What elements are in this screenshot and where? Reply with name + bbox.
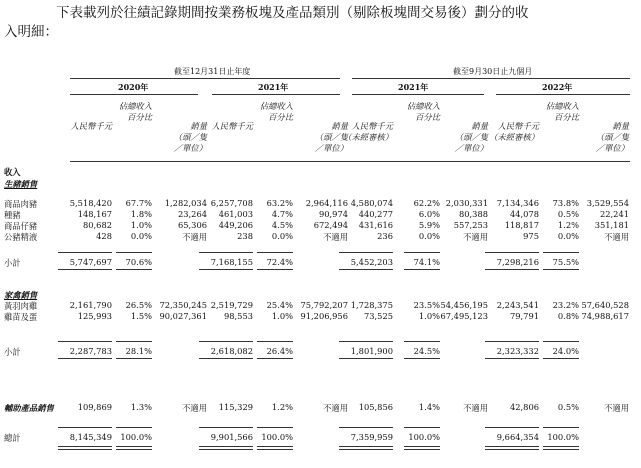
subtotal-rule bbox=[404, 427, 440, 428]
cell-meat-4: 63.2% bbox=[266, 198, 293, 208]
subtotal-rule bbox=[116, 252, 152, 253]
cell-meat-3: 6,257,708 bbox=[210, 198, 253, 208]
cell-piglet-2: 65,306 bbox=[177, 220, 207, 230]
cell-egg-6: 73,525 bbox=[363, 311, 393, 321]
cell-sub1-10: 75.5% bbox=[552, 257, 579, 267]
cell-piglet-6: 431,616 bbox=[358, 220, 393, 230]
col-header-pct-line: 佔總收入 bbox=[406, 101, 440, 111]
cell-piglet-10: 1.2% bbox=[557, 220, 579, 230]
subtotal-rule bbox=[58, 358, 112, 359]
cell-sub1-0: 5,747,697 bbox=[69, 257, 112, 267]
row-label-chick: 黃羽肉雞 bbox=[4, 301, 38, 311]
subtotal-rule bbox=[339, 427, 393, 428]
subtotal-rule bbox=[199, 341, 253, 342]
col-header-pct bbox=[407, 101, 440, 123]
col-header-volume bbox=[455, 121, 488, 154]
col-header-pct bbox=[260, 101, 293, 123]
cell-aux-11: 不適用 bbox=[604, 403, 629, 413]
col-header-pct-line: 百分比 bbox=[127, 112, 152, 122]
cell-sow-4: 4.7% bbox=[271, 209, 293, 219]
row-label-total: 總計 bbox=[4, 433, 21, 443]
row-label-poultry: 家禽銷售 bbox=[4, 290, 38, 300]
cell-piglet-8: 557,253 bbox=[453, 220, 488, 230]
col-header-rmb bbox=[343, 121, 393, 143]
cell-semen-5: 不適用 bbox=[323, 232, 348, 242]
total-double-rule bbox=[257, 446, 293, 450]
period-2021-9m: 2021年 bbox=[398, 82, 429, 92]
col-header-volume-line: （頭／隻 bbox=[454, 132, 488, 142]
cell-meat-2: 1,282,034 bbox=[164, 198, 207, 208]
total-double-rule bbox=[485, 446, 539, 450]
cell-chick-2: 72,350,245 bbox=[159, 300, 207, 310]
period-2022-9m: 2022年 bbox=[542, 82, 573, 92]
cell-sub2-3: 2,618,082 bbox=[210, 346, 253, 356]
cell-aux-6: 105,856 bbox=[358, 402, 393, 412]
cell-chick-6: 1,728,375 bbox=[350, 300, 393, 310]
col-header-rmb bbox=[489, 121, 539, 143]
subtotal-rule bbox=[485, 269, 539, 270]
cell-meat-11: 3,529,554 bbox=[586, 198, 629, 208]
subtotal-rule bbox=[116, 341, 152, 342]
subtotal-rule bbox=[58, 269, 112, 270]
cell-chick-8: 54,456,195 bbox=[440, 300, 488, 310]
intro-line-1: 下表載列於往績記錄期間按業務板塊及產品類別（剔除板塊間交易後）劃分的收 bbox=[56, 5, 529, 21]
cell-egg-1: 1.5% bbox=[130, 311, 152, 321]
cell-semen-10: 0.0% bbox=[557, 231, 579, 241]
cell-chick-11: 57,640,528 bbox=[581, 300, 629, 310]
subtotal-rule bbox=[404, 252, 440, 253]
col-header-rmb-line: 人民幣千元 bbox=[497, 121, 539, 131]
cell-egg-7: 1.0% bbox=[418, 311, 440, 321]
nine-month-group-rule bbox=[352, 78, 630, 79]
cell-sow-11: 22,241 bbox=[599, 209, 629, 219]
cell-sow-5: 90,974 bbox=[318, 209, 348, 219]
cell-piglet-11: 351,181 bbox=[594, 220, 629, 230]
cell-piglet-1: 1.0% bbox=[130, 220, 152, 230]
col-header-rmb-line: （未經審核） bbox=[343, 132, 393, 142]
cell-total-10: 100.0% bbox=[547, 432, 579, 442]
cell-chick-9: 2,243,541 bbox=[496, 300, 539, 310]
col-header-pct bbox=[119, 101, 152, 123]
cell-egg-10: 0.8% bbox=[557, 311, 579, 321]
cell-meat-6: 4,580,074 bbox=[350, 198, 393, 208]
cell-meat-7: 62.2% bbox=[413, 198, 440, 208]
subtotal-rule bbox=[58, 252, 112, 253]
cell-aux-2: 不適用 bbox=[182, 403, 207, 413]
cell-sow-1: 1.8% bbox=[130, 209, 152, 219]
subtotal-rule bbox=[257, 358, 293, 359]
subtotal-rule bbox=[543, 358, 579, 359]
cell-meat-10: 73.8% bbox=[552, 198, 579, 208]
nine-month-group-header: 截至9月30日止九個月 bbox=[453, 67, 533, 76]
cell-sub2-9: 2,323,332 bbox=[496, 346, 539, 356]
cell-sub1-6: 5,452,203 bbox=[350, 257, 393, 267]
subtotal-rule bbox=[404, 341, 440, 342]
cell-aux-4: 1.2% bbox=[271, 402, 293, 412]
cell-total-7: 100.0% bbox=[408, 432, 440, 442]
header-bottom-rule bbox=[70, 161, 630, 162]
subtotal-rule bbox=[339, 358, 393, 359]
subtotal-rule bbox=[404, 358, 440, 359]
cell-semen-8: 不適用 bbox=[463, 232, 488, 242]
cell-total-4: 100.0% bbox=[261, 432, 293, 442]
cell-aux-10: 0.5% bbox=[557, 402, 579, 412]
row-label-sub1: 小計 bbox=[4, 258, 21, 268]
col-header-volume bbox=[596, 121, 629, 154]
subtotal-rule bbox=[485, 252, 539, 253]
subtotal-rule bbox=[116, 358, 152, 359]
cell-aux-9: 42,806 bbox=[509, 402, 539, 412]
cell-sub1-7: 74.1% bbox=[413, 257, 440, 267]
cell-semen-3: 238 bbox=[237, 231, 253, 241]
total-double-rule bbox=[199, 446, 253, 450]
cell-sow-10: 0.5% bbox=[557, 209, 579, 219]
intro-line-2: 入明細： bbox=[4, 24, 58, 40]
row-label-sow: 種豬 bbox=[4, 210, 21, 220]
subtotal-rule bbox=[339, 269, 393, 270]
cell-aux-8: 不適用 bbox=[463, 403, 488, 413]
col-header-pct-line: 佔總收入 bbox=[118, 101, 152, 111]
subtotal-rule bbox=[485, 341, 539, 342]
cell-sow-9: 44,078 bbox=[509, 209, 539, 219]
cell-aux-1: 1.3% bbox=[130, 402, 152, 412]
subtotal-rule bbox=[404, 269, 440, 270]
cell-chick-5: 75,792,207 bbox=[300, 300, 348, 310]
cell-chick-10: 23.2% bbox=[552, 300, 579, 310]
row-label-sub2: 小計 bbox=[4, 347, 21, 357]
col-header-volume-line: ／單位） bbox=[314, 143, 348, 153]
col-header-rmb-line: 人民幣千元 bbox=[351, 121, 393, 131]
subtotal-rule bbox=[257, 341, 293, 342]
cell-sub2-1: 28.1% bbox=[125, 346, 152, 356]
cell-aux-5: 不適用 bbox=[323, 403, 348, 413]
col-header-rmb bbox=[71, 121, 113, 132]
total-double-rule bbox=[404, 446, 440, 450]
row-label-hog: 生豬銷售 bbox=[4, 179, 38, 189]
cell-sub1-3: 7,168,155 bbox=[210, 257, 253, 267]
total-double-rule bbox=[58, 446, 112, 450]
cell-piglet-3: 449,206 bbox=[218, 220, 253, 230]
cell-meat-1: 67.7% bbox=[125, 198, 152, 208]
cell-egg-0: 125,993 bbox=[77, 311, 112, 321]
cell-egg-8: 67,495,123 bbox=[440, 311, 488, 321]
col-header-volume bbox=[174, 121, 207, 154]
col-header-pct-line: 百分比 bbox=[268, 112, 293, 122]
cell-sub2-4: 26.4% bbox=[266, 346, 293, 356]
cell-piglet-5: 672,494 bbox=[313, 220, 348, 230]
total-double-rule bbox=[116, 446, 152, 450]
col-header-pct-line: 佔總收入 bbox=[545, 101, 579, 111]
cell-egg-3: 98,553 bbox=[223, 311, 253, 321]
col-header-rmb-line: 人民幣千元 bbox=[211, 121, 253, 131]
cell-sow-2: 23,264 bbox=[177, 209, 207, 219]
subtotal-rule bbox=[199, 252, 253, 253]
cell-semen-7: 0.0% bbox=[418, 231, 440, 241]
cell-semen-11: 不適用 bbox=[604, 232, 629, 242]
period-rule bbox=[212, 94, 340, 95]
cell-semen-6: 236 bbox=[377, 231, 393, 241]
cell-sub1-9: 7,298,216 bbox=[496, 257, 539, 267]
cell-sub2-10: 24.0% bbox=[552, 346, 579, 356]
row-label-revenue: 收入 bbox=[4, 167, 21, 177]
row-label-semen: 公豬精液 bbox=[4, 232, 38, 242]
cell-meat-9: 7,134,346 bbox=[496, 198, 539, 208]
subtotal-rule bbox=[543, 341, 579, 342]
cell-sub2-7: 24.5% bbox=[413, 346, 440, 356]
subtotal-rule bbox=[199, 427, 253, 428]
subtotal-rule bbox=[543, 252, 579, 253]
cell-total-1: 100.0% bbox=[120, 432, 152, 442]
col-header-volume-line: 銷量 bbox=[471, 121, 488, 131]
cell-piglet-4: 4.5% bbox=[271, 220, 293, 230]
cell-egg-2: 90,027,361 bbox=[159, 311, 207, 321]
row-label-egg: 雞苗及蛋 bbox=[4, 312, 38, 322]
period-rule bbox=[496, 94, 630, 95]
cell-total-0: 8,145,349 bbox=[69, 432, 112, 442]
col-header-pct-line: 百分比 bbox=[415, 112, 440, 122]
cell-semen-2: 不適用 bbox=[182, 232, 207, 242]
cell-sub2-0: 2,287,783 bbox=[69, 346, 112, 356]
cell-aux-0: 109,869 bbox=[77, 402, 112, 412]
row-label-meat: 商品肉豬 bbox=[4, 199, 38, 209]
cell-meat-0: 5,518,420 bbox=[69, 198, 112, 208]
cell-egg-9: 79,791 bbox=[509, 311, 539, 321]
row-label-piglet: 商品仔豬 bbox=[4, 221, 38, 231]
cell-semen-1: 0.0% bbox=[130, 231, 152, 241]
cell-semen-9: 975 bbox=[523, 231, 539, 241]
subtotal-rule bbox=[199, 358, 253, 359]
cell-aux-3: 115,329 bbox=[218, 402, 253, 412]
col-header-pct-line: 百分比 bbox=[554, 112, 579, 122]
cell-total-9: 9,664,354 bbox=[496, 432, 539, 442]
cell-sow-7: 6.0% bbox=[418, 209, 440, 219]
cell-piglet-7: 5.9% bbox=[418, 220, 440, 230]
cell-sub1-4: 72.4% bbox=[266, 257, 293, 267]
subtotal-rule bbox=[485, 427, 539, 428]
col-header-rmb-line: 人民幣千元 bbox=[70, 121, 112, 131]
cell-chick-0: 2,161,790 bbox=[69, 300, 112, 310]
col-header-volume-line: ／單位） bbox=[173, 143, 207, 153]
col-header-pct-line: 佔總收入 bbox=[259, 101, 293, 111]
cell-sub2-6: 1,801,900 bbox=[350, 346, 393, 356]
col-header-volume-line: （頭／隻 bbox=[173, 132, 207, 142]
cell-egg-4: 1.0% bbox=[271, 311, 293, 321]
col-header-volume-line: ／單位） bbox=[454, 143, 488, 153]
period-2021-fy: 2021年 bbox=[258, 82, 289, 92]
subtotal-rule bbox=[116, 269, 152, 270]
total-double-rule bbox=[543, 446, 579, 450]
period-2020: 2020年 bbox=[118, 82, 149, 92]
subtotal-rule bbox=[543, 427, 579, 428]
cell-sow-8: 80,388 bbox=[458, 209, 488, 219]
col-header-volume-line: ／單位） bbox=[595, 143, 629, 153]
subtotal-rule bbox=[543, 269, 579, 270]
period-rule bbox=[352, 94, 484, 95]
cell-chick-3: 2,519,729 bbox=[210, 300, 253, 310]
col-header-volume-line: 銷量 bbox=[331, 121, 348, 131]
cell-chick-7: 23.5% bbox=[413, 300, 440, 310]
subtotal-rule bbox=[339, 252, 393, 253]
period-rule bbox=[70, 94, 198, 95]
cell-sow-3: 461,003 bbox=[218, 209, 253, 219]
intro-paragraph bbox=[4, 4, 638, 42]
subtotal-rule bbox=[58, 341, 112, 342]
cell-semen-4: 0.0% bbox=[271, 231, 293, 241]
cell-egg-5: 91,206,956 bbox=[300, 311, 348, 321]
col-header-pct bbox=[546, 101, 579, 123]
cell-sow-0: 148,167 bbox=[77, 209, 112, 219]
col-header-volume-line: 銷量 bbox=[612, 121, 629, 131]
total-double-rule bbox=[339, 446, 393, 450]
cell-total-3: 9,901,566 bbox=[210, 432, 253, 442]
cell-piglet-9: 118,817 bbox=[504, 220, 539, 230]
cell-semen-0: 428 bbox=[96, 231, 112, 241]
row-label-aux: 輔助產品銷售 bbox=[4, 403, 54, 413]
cell-meat-5: 2,964,116 bbox=[305, 198, 348, 208]
fy-group-rule bbox=[70, 78, 340, 79]
fy-group-header: 截至12月31日止年度 bbox=[174, 67, 251, 76]
subtotal-rule bbox=[485, 358, 539, 359]
cell-egg-11: 74,988,617 bbox=[581, 311, 629, 321]
subtotal-rule bbox=[257, 269, 293, 270]
col-header-rmb-line: （未經審核） bbox=[489, 132, 539, 142]
cell-total-6: 7,359,959 bbox=[350, 432, 393, 442]
cell-meat-8: 2,030,331 bbox=[445, 198, 488, 208]
cell-chick-1: 26.5% bbox=[125, 300, 152, 310]
cell-sub1-1: 70.6% bbox=[125, 257, 152, 267]
cell-chick-4: 25.4% bbox=[266, 300, 293, 310]
subtotal-rule bbox=[199, 269, 253, 270]
subtotal-rule bbox=[58, 427, 112, 428]
col-header-volume-line: （頭／隻 bbox=[595, 132, 629, 142]
col-header-volume-line: 銷量 bbox=[190, 121, 207, 131]
col-header-rmb bbox=[212, 121, 254, 132]
subtotal-rule bbox=[339, 341, 393, 342]
cell-piglet-0: 80,682 bbox=[82, 220, 112, 230]
subtotal-rule bbox=[257, 427, 293, 428]
subtotal-rule bbox=[257, 252, 293, 253]
col-header-volume-line: （頭／隻 bbox=[314, 132, 348, 142]
cell-aux-7: 1.4% bbox=[418, 402, 440, 412]
cell-sow-6: 440,277 bbox=[358, 209, 393, 219]
subtotal-rule bbox=[116, 427, 152, 428]
